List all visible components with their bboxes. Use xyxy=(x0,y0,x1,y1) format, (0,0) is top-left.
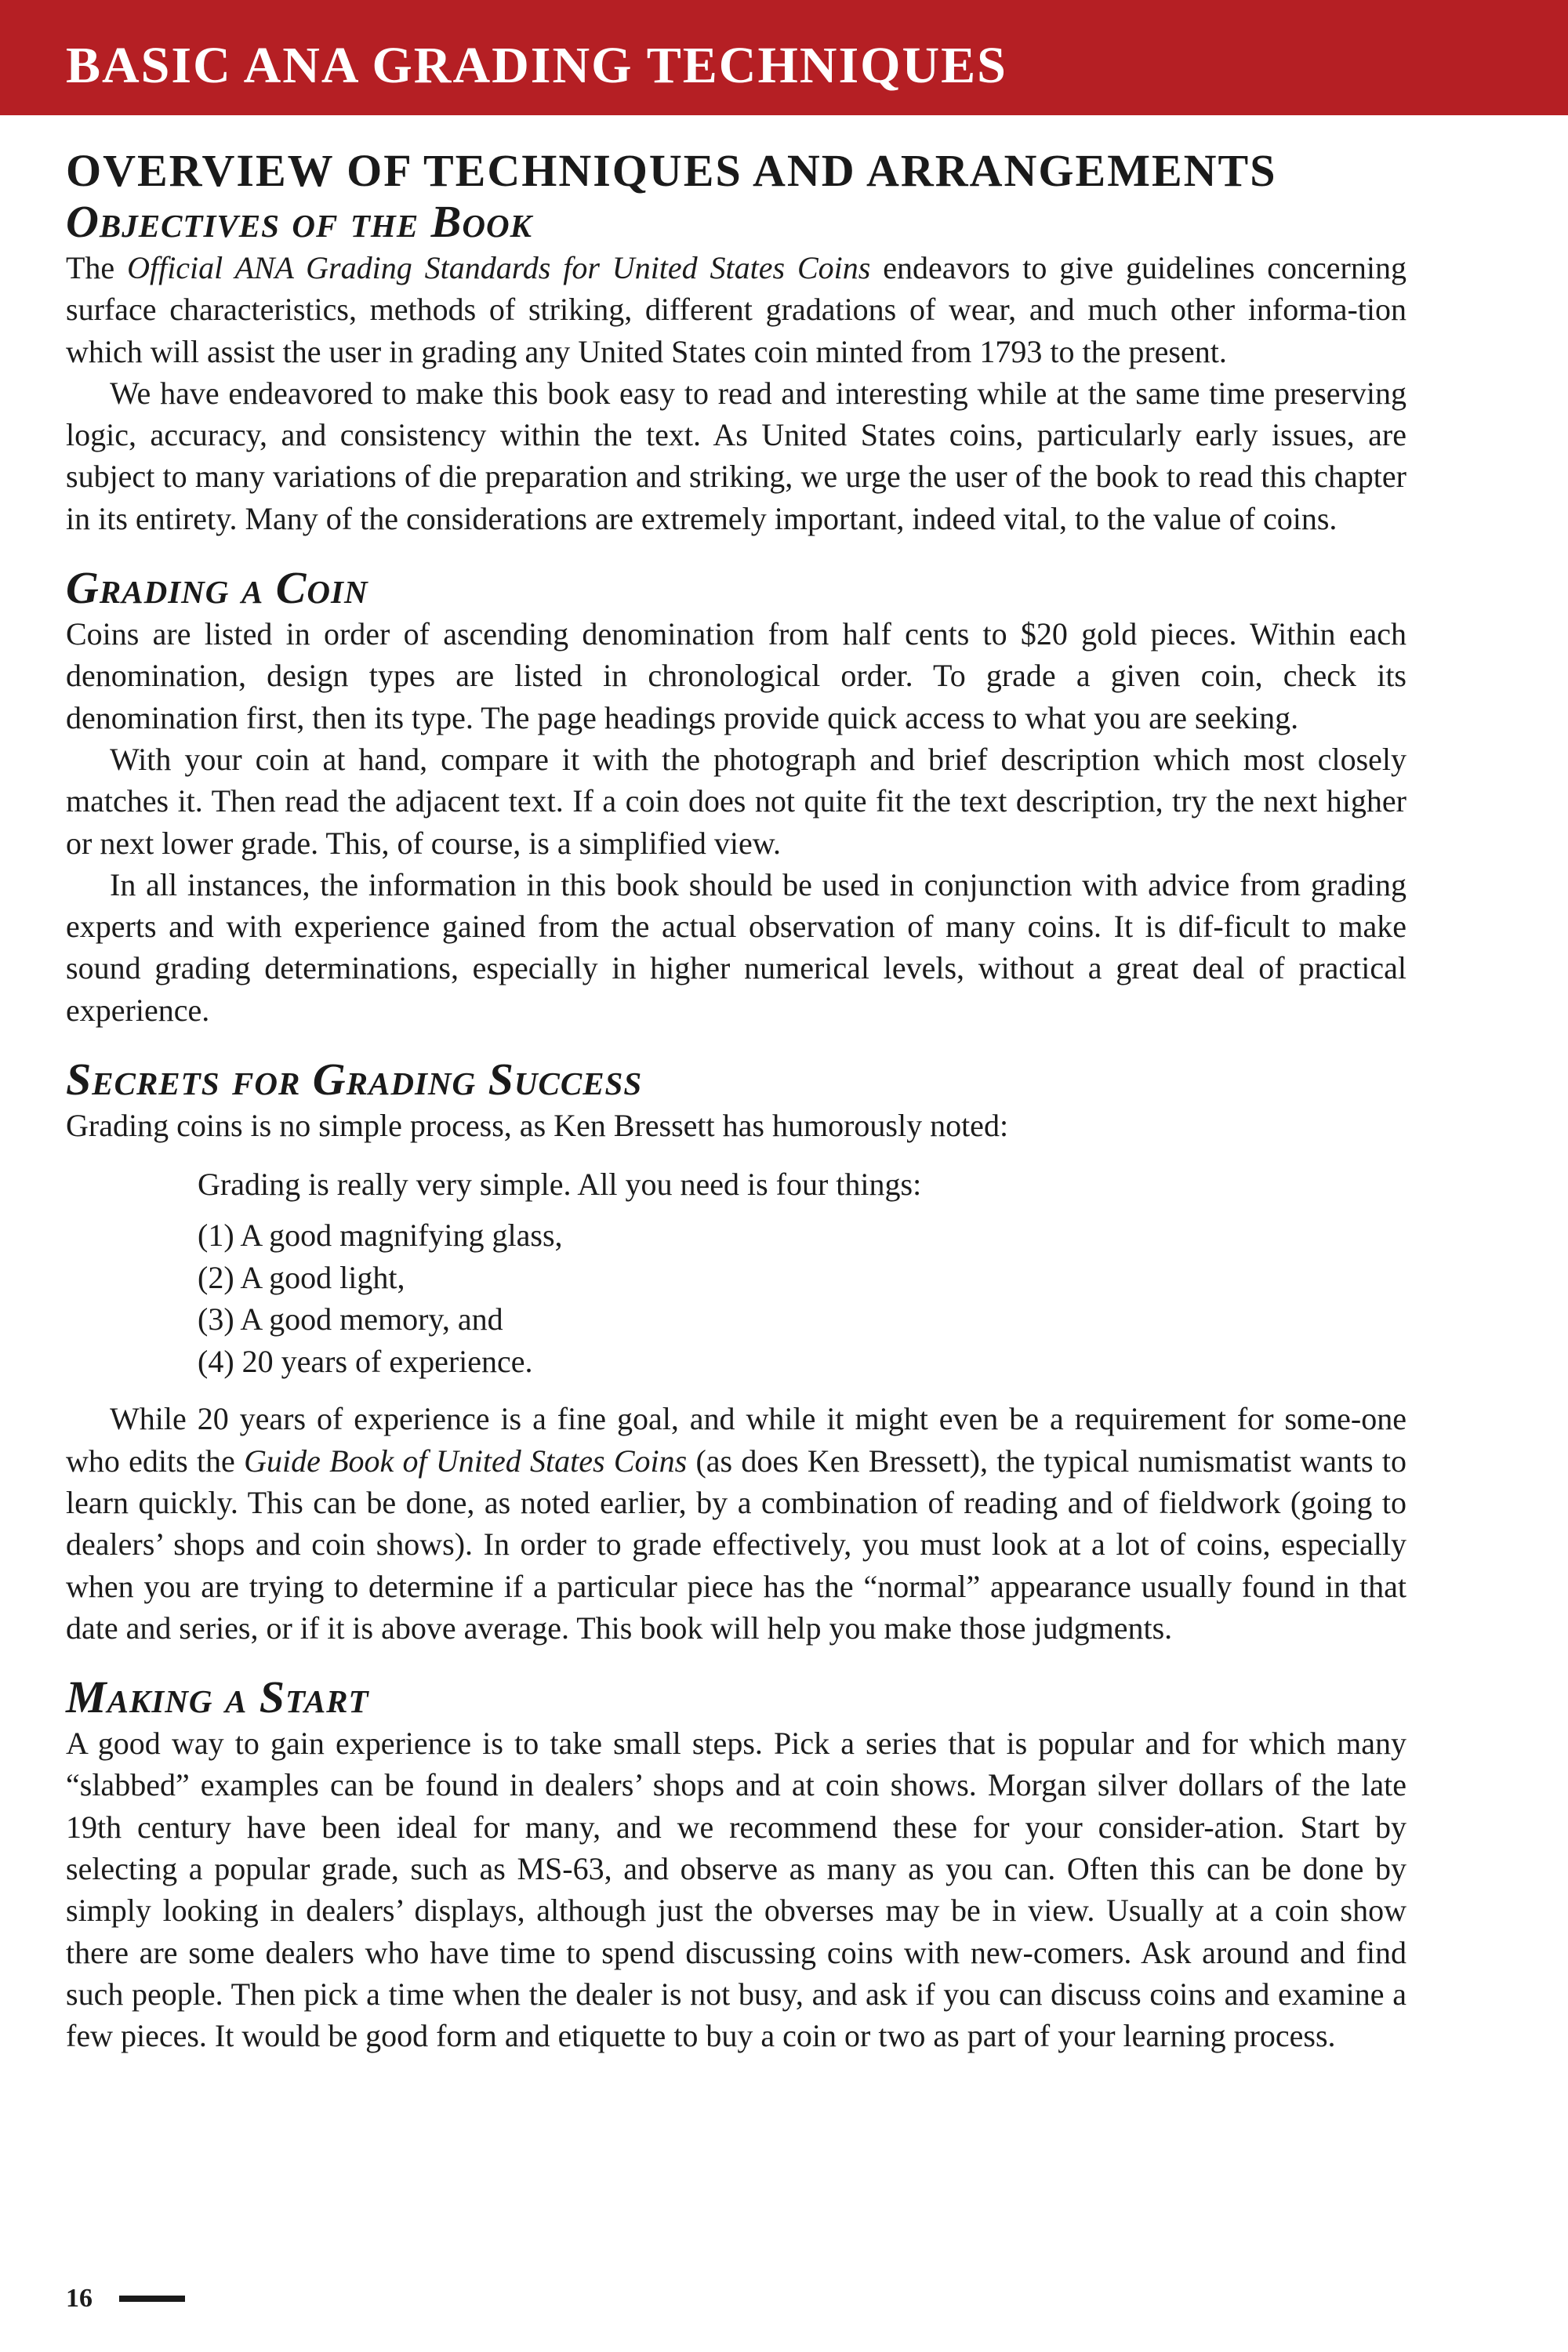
quote-item: (1) A good magnifying glass, xyxy=(198,1218,563,1254)
paragraph-grading-1: Coins are listed in order of ascending denomination from half cents to $20 gold pieces. Within each denomination, design types are listed in chronological order. To grade a given coin, check its denomination first, then its type. The page headings provide quick access to what you are seeking. xyxy=(66,616,1406,735)
quote-item: (2) A good light, xyxy=(198,1259,405,1295)
paragraph-objectives-2: We have endeavored to make this book easy to read and interesting while at the same time preserving logic, accuracy, and consistency within the text. As United States coins, particularly early issues, are subject to many variations of die preparation and striking, we urge the user of the book to read this chapter in its entirety. Many of the considerations are extremely important, indeed vital, to the value of coins. xyxy=(66,375,1406,536)
quote-block xyxy=(198,1163,1406,1382)
paragraph-grading-3: In all instances, the information in this book should be used in conjunction with advice from grading experts and with experience gained from the actual observation of many coins. It is dif-ficult to make sound grading determinations, especially in higher numerical levels, without a great deal of practical experience. xyxy=(66,866,1406,1028)
heading-secrets: Secrets for Grading Success xyxy=(66,1054,643,1105)
quote-item: (4) 20 years of experience. xyxy=(198,1343,533,1379)
heading-objectives: Objectives of the Book xyxy=(66,196,532,247)
page-number: 16 xyxy=(66,2284,93,2313)
paragraph-objectives-1 xyxy=(66,247,1406,372)
book-title: Guide Book of United States Coins xyxy=(244,1443,688,1479)
page-number-rule xyxy=(119,2296,185,2302)
section-title: OVERVIEW OF TECHNIQUES AND ARRANGEMENTS xyxy=(66,145,1277,196)
quote-item: (3) A good memory, and xyxy=(198,1301,503,1338)
paragraph-secrets-1: Grading coins is no simple process, as Ken Bressett has humorously noted: xyxy=(66,1108,1009,1144)
page-content xyxy=(66,145,1406,2057)
text-run: While 20 years of experience is a fine goal, and while it might even be a requirement for some-one who edits the xyxy=(66,1401,1406,1479)
book-title: Official ANA Grading Standards for United States Coins xyxy=(127,250,871,285)
text-run: endeavors to give guidelines concerning surface characteristics, methods of striking, different gradations of wear, and much other informa-tion which will assist the user in grading any United States coin minted from 1793 to the present. xyxy=(66,250,1406,369)
heading-making-a-start: Making a Start xyxy=(66,1671,369,1723)
header-bar xyxy=(0,0,1568,115)
heading-grading-a-coin: Grading a Coin xyxy=(66,562,368,614)
text-run: The xyxy=(66,250,128,285)
paragraph-secrets-2 xyxy=(66,1398,1406,1649)
quote-intro: Grading is really very simple. All you need is four things: xyxy=(198,1167,922,1203)
chapter-title: BASIC ANA GRADING TECHNIQUES xyxy=(66,37,1007,94)
text-run: (as does Ken Bressett), the typical numismatist wants to learn quickly. This can be done, as noted earlier, by a combination of reading and of fieldwork (going to dealers’ shops and coin shows). In order to grade effectively, you must look at a lot of coins, especially when you are trying to determine if a particular piece has the “normal” appearance usually found in that date and series, or if it is above average. This book will help you make those judgments. xyxy=(66,1443,1406,1646)
paragraph-grading-2: With your coin at hand, compare it with the photograph and brief description which most closely matches it. Then read the adjacent text. If a coin does not quite fit the text description, try the next higher or next lower grade. This, of course, is a simplified view. xyxy=(66,741,1406,861)
paragraph-start-1: A good way to gain experience is to take small steps. Pick a series that is popular and for which many “slabbed” examples can be found in dealers’ shops and at coin shows. Morgan silver dollars of the late 19th century have been ideal for many, and we recommend these for your consider-ation. Start by selecting a popular grade, such as MS-63, and observe as many as you can. Often this can be done by simply looking in dealers’ displays, although just the obverses may be in view. Usually at a coin show there are some dealers who have time to spend discussing coins with new-comers. Ask around and find such people. Then pick a time when the dealer is not busy, and ask if you can discuss coins and examine a few pieces. It would be good form and etiquette to buy a coin or two as part of your learning process. xyxy=(66,1726,1406,2054)
